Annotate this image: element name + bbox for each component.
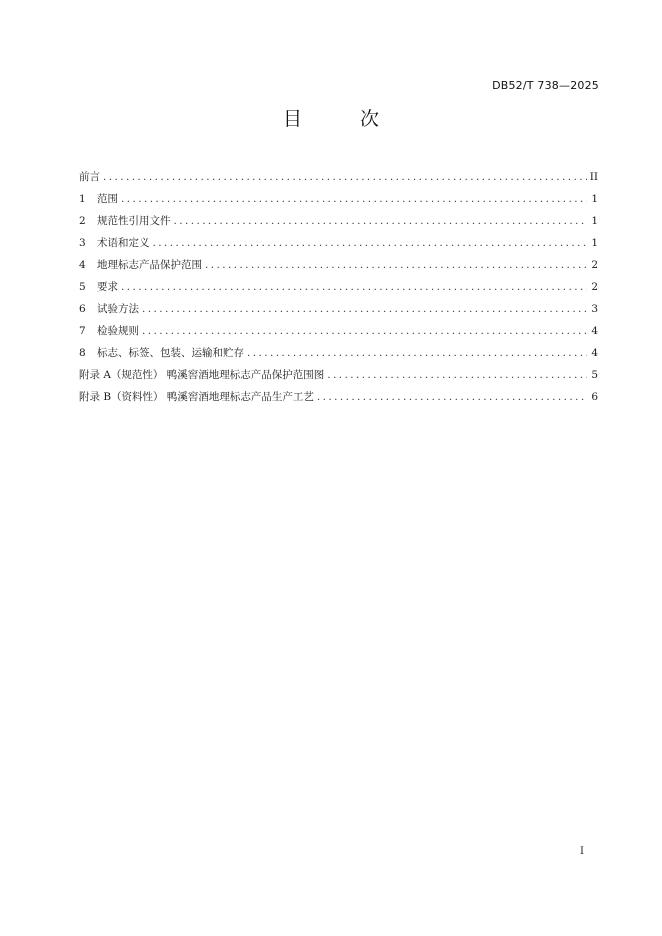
toc-entry-scope[interactable] <box>79 188 598 210</box>
toc-leader-dots <box>103 166 587 188</box>
toc-entry-page: 4 <box>591 325 598 337</box>
toc-entry-label: 试验方法 <box>97 303 139 315</box>
toc-leader-dots <box>247 342 587 364</box>
toc-entry-number: 5 <box>79 281 86 293</box>
toc-entry-page: 1 <box>591 215 598 227</box>
toc-entry-number: 6 <box>79 303 86 315</box>
toc-leader-dots <box>205 254 587 276</box>
toc-entry-number: 8 <box>79 347 86 359</box>
toc-entry-number: 1 <box>79 193 86 205</box>
document-code: DB52/T 738—2025 <box>492 79 599 92</box>
toc-leader-dots <box>121 188 587 210</box>
toc-entry-page: 6 <box>591 391 598 403</box>
toc-entry-annex-b[interactable] <box>79 386 598 408</box>
toc-entry-inspection-rules[interactable] <box>79 320 598 342</box>
toc-leader-dots <box>142 320 587 342</box>
page-number: I <box>580 846 584 857</box>
toc-entry-page: 1 <box>591 237 598 249</box>
toc-entry-page: 5 <box>591 369 598 381</box>
toc-leader-dots <box>327 364 587 386</box>
toc-entry-number: 3 <box>79 237 86 249</box>
toc-entry-foreword[interactable] <box>79 166 598 188</box>
toc-entry-label: 标志、标签、包装、运输和贮存 <box>97 347 244 359</box>
toc-entry-number: 2 <box>79 215 86 227</box>
toc-entry-label: 前言 <box>79 171 100 183</box>
toc-entry-label: 要求 <box>97 281 118 293</box>
toc-entry-label: 地理标志产品保护范围 <box>97 259 202 271</box>
toc-entry-test-methods[interactable] <box>79 298 598 320</box>
table-of-contents <box>79 166 598 408</box>
toc-entry-label: 附录 A（规范性） 鸭溪窖酒地理标志产品保护范围图 <box>79 369 325 381</box>
toc-entry-label: 规范性引用文件 <box>97 215 171 227</box>
toc-leader-dots <box>121 276 587 298</box>
toc-leader-dots <box>174 210 588 232</box>
toc-entry-label: 范围 <box>97 193 118 205</box>
toc-entry-page: 2 <box>591 259 598 271</box>
toc-entry-label: 术语和定义 <box>97 237 150 249</box>
toc-entry-annex-a[interactable] <box>79 364 598 386</box>
toc-entry-protection-area[interactable] <box>79 254 598 276</box>
toc-entry-page: 4 <box>591 347 598 359</box>
toc-entry-page: II <box>589 171 598 183</box>
toc-entry-page: 2 <box>591 281 598 293</box>
toc-entry-label: 附录 B（资料性） 鸭溪窖酒地理标志产品生产工艺 <box>79 391 314 403</box>
toc-entry-label: 检验规则 <box>97 325 139 337</box>
toc-entry-requirements[interactable] <box>79 276 598 298</box>
toc-entry-marking-packaging[interactable] <box>79 342 598 364</box>
toc-entry-page: 1 <box>591 193 598 205</box>
toc-entry-number: 7 <box>79 325 86 337</box>
toc-entry-number: 4 <box>79 259 86 271</box>
toc-leader-dots <box>153 232 588 254</box>
toc-leader-dots <box>317 386 587 408</box>
toc-title: 目 次 <box>282 108 406 130</box>
toc-entry-terms-definitions[interactable] <box>79 232 598 254</box>
toc-leader-dots <box>142 298 587 320</box>
toc-entry-page: 3 <box>591 303 598 315</box>
toc-entry-normative-references[interactable] <box>79 210 598 232</box>
